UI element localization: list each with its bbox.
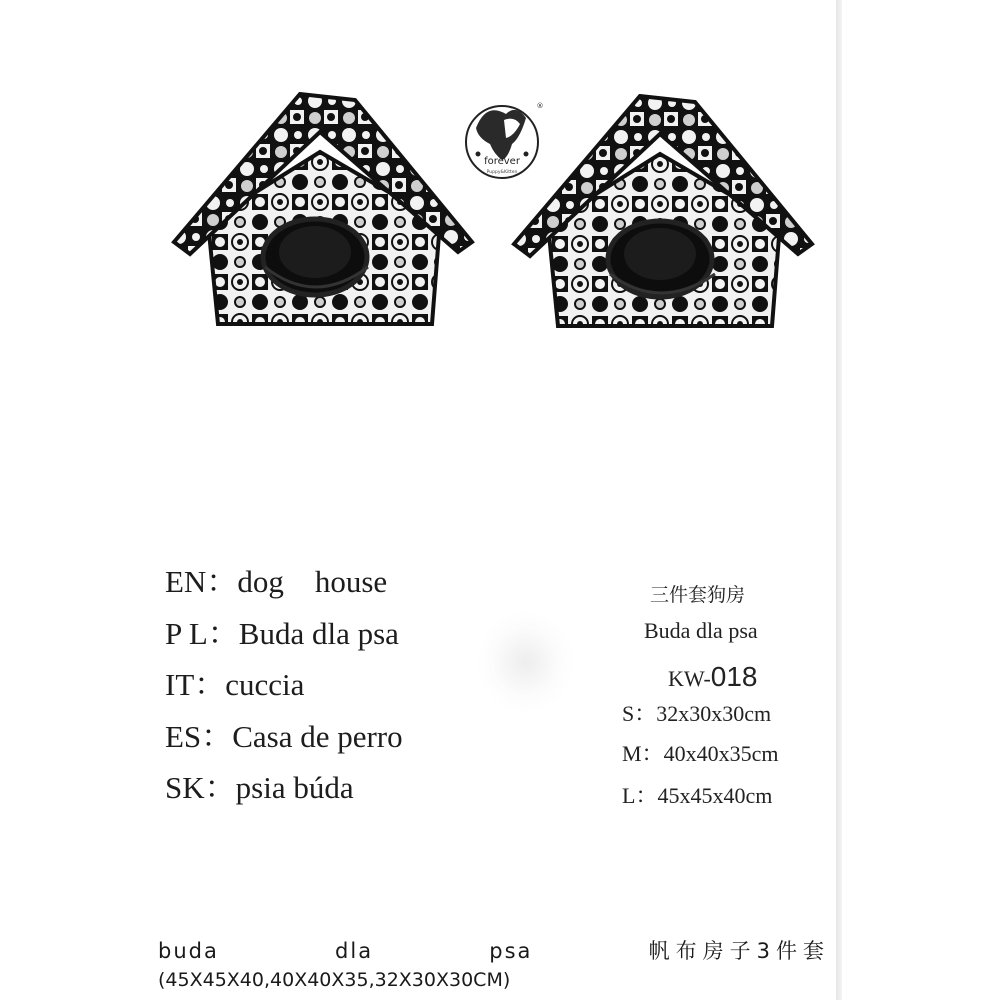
translation-en	[165, 560, 403, 612]
caption-title	[158, 936, 830, 966]
size-value: 32x30x30cm	[656, 701, 772, 726]
lang-code: ES	[165, 718, 202, 754]
caption-word: dla	[335, 939, 374, 963]
page-right-margin	[842, 0, 1000, 1000]
size-value: 40x40x35cm	[663, 741, 779, 766]
size-label: S：	[622, 701, 657, 726]
lang-separator: ：	[206, 564, 238, 599]
lang-text: Buda dla psa	[238, 615, 399, 651]
translation-pl	[165, 612, 403, 664]
lang-separator: ：	[204, 770, 236, 805]
lang-code: IT	[165, 667, 195, 702]
lang-separator: ：	[207, 615, 239, 651]
product-code	[668, 660, 757, 696]
lang-text: Casa de perro	[232, 718, 403, 754]
lang-text: dog house	[237, 564, 388, 599]
caption-word: buda	[158, 939, 219, 963]
background-smudge	[478, 612, 573, 712]
size-medium	[622, 738, 778, 770]
logo-tagline-text: Puppy&Kitten	[486, 170, 518, 175]
translation-it	[165, 663, 403, 715]
caption-dimensions: (45X45X40,40X40X35,32X30X30CM)	[158, 969, 511, 991]
lang-code: P L	[165, 615, 208, 651]
size-value: 45x45x40cm	[657, 783, 773, 808]
product-caption	[158, 936, 830, 994]
size-large	[622, 780, 772, 812]
translation-list	[165, 560, 403, 818]
size-label: M：	[622, 741, 664, 766]
caption-word-chinese: 帆布房子3件套	[648, 939, 830, 963]
logo-brand-text: forever	[484, 156, 520, 167]
lang-code: SK	[165, 770, 205, 805]
size-label: L：	[622, 783, 658, 808]
product-name-polish: Buda dla psa	[644, 618, 758, 643]
product-code-number: 018	[710, 661, 758, 692]
product-code-prefix: KW-	[668, 666, 711, 691]
dog-house-image-right	[510, 94, 815, 339]
lang-separator: ：	[201, 718, 233, 754]
lang-text: psia búda	[235, 770, 354, 805]
registered-mark: ®	[536, 102, 544, 110]
lang-text: cuccia	[225, 667, 305, 702]
translation-es	[165, 715, 403, 767]
translation-sk	[165, 766, 403, 818]
size-small	[622, 698, 771, 730]
product-name-chinese: 三件套狗房	[650, 584, 746, 606]
caption-word: psa	[489, 939, 533, 963]
lang-code: EN	[165, 564, 207, 599]
lang-separator: ：	[194, 667, 226, 702]
dog-house-image-left	[170, 92, 475, 337]
